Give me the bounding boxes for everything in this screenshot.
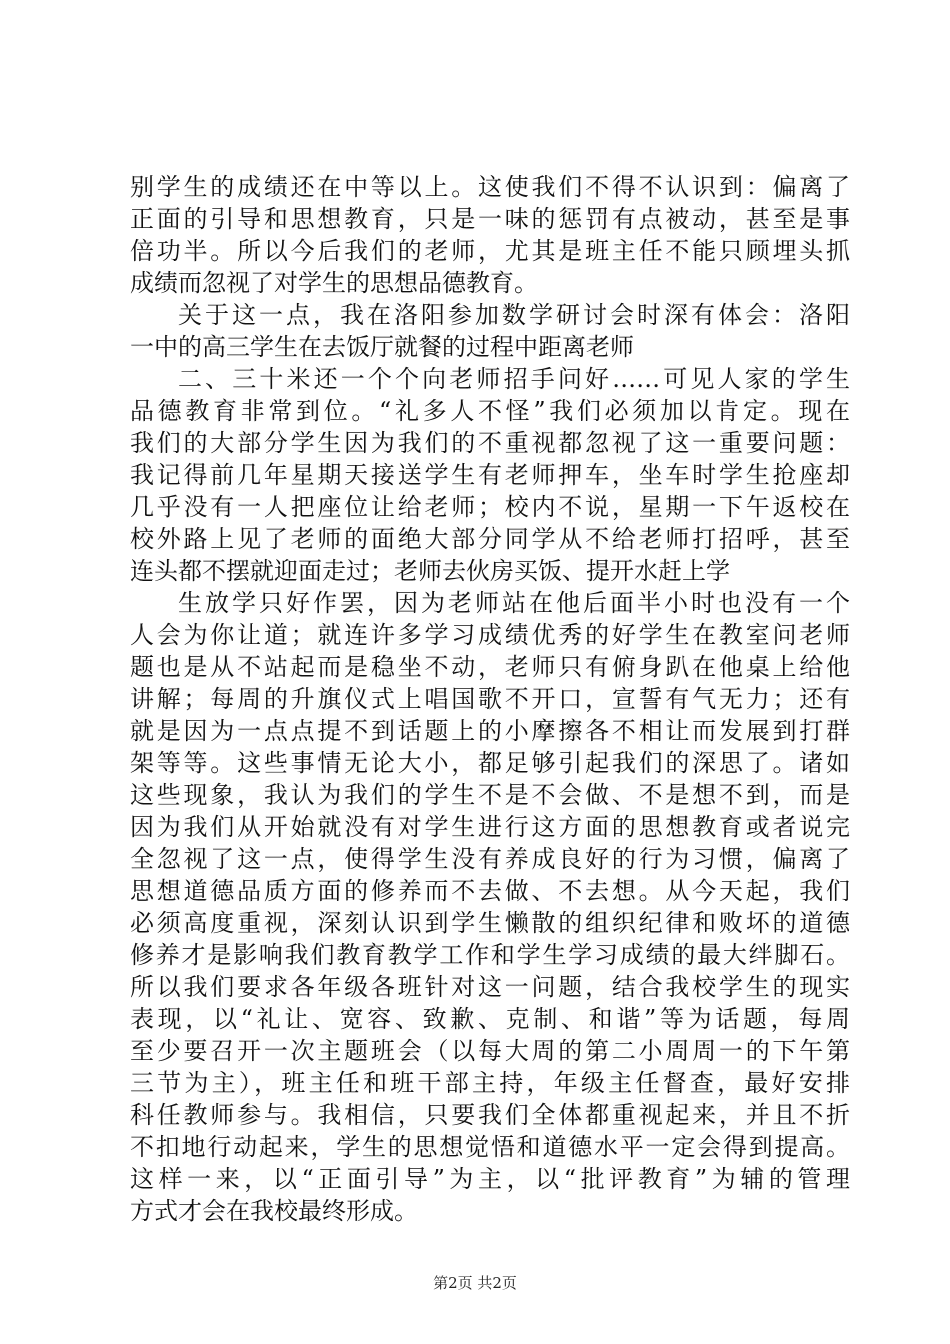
text-line: 正面的引导和思想教育，只是一味的惩罚有点被动，甚至是事 — [130, 205, 850, 233]
text-line: 科任教师参与。我相信，只要我们全体都重视起来，并且不折 — [130, 1101, 850, 1129]
text-line: 生放学只好作罢，因为老师站在他后面半小时也没有一个 — [178, 589, 850, 617]
page-footer — [0, 1273, 950, 1293]
text-line: 连头都不摆就迎面走过；老师去伙房买饭、提开水赶上学 — [130, 557, 730, 585]
text-line: 成绩而忽视了对学生的思想品德教育。 — [130, 269, 538, 297]
text-line: 校外路上见了老师的面绝大部分同学从不给老师打招呼，甚至 — [130, 525, 850, 553]
text-line: 二、三十米还一个个向老师招手问好……可见人家的学生 — [178, 365, 850, 393]
text-line: 关于这一点，我在洛阳参加数学研讨会时深有体会：洛阳 — [178, 301, 850, 329]
text-line: 必须高度重视，深刻认识到学生懒散的组织纪律和败坏的道德 — [130, 909, 850, 937]
text-line: 三节为主），班主任和班干部主持，年级主任督查，最好安排 — [130, 1069, 850, 1097]
text-line: 不扣地行动起来，学生的思想觉悟和道德水平一定会得到提高。 — [130, 1133, 850, 1161]
text-line: 几乎没有一人把座位让给老师；校内不说，星期一下午返校在 — [130, 493, 850, 521]
text-line: 我们的大部分学生因为我们的不重视都忽视了这一重要问题： — [130, 429, 850, 457]
text-line: 方式才会在我校最终形成。 — [130, 1197, 418, 1225]
document-body — [130, 171, 850, 1227]
text-line: 这些现象，我认为我们的学生不是不会做、不是想不到，而是 — [130, 781, 850, 809]
page-number-label: 第2页 共2页 — [433, 1274, 517, 1292]
text-line: 品德教育非常到位。“礼多人不怪”我们必须加以肯定。现在 — [130, 397, 850, 425]
text-line: 架等等。这些事情无论大小，都足够引起我们的深思了。诸如 — [130, 749, 850, 777]
text-line: 讲解；每周的升旗仪式上唱国歌不开口，宣誓有气无力；还有 — [130, 685, 850, 713]
text-line: 别学生的成绩还在中等以上。这使我们不得不认识到：偏离了 — [130, 173, 850, 201]
text-line: 我记得前几年星期天接送学生有老师押车，坐车时学生抢座却 — [130, 461, 850, 489]
text-line: 全忽视了这一点，使得学生没有养成良好的行为习惯，偏离了 — [130, 845, 850, 873]
text-line: 就是因为一点点提不到话题上的小摩擦各不相让而发展到打群 — [130, 717, 850, 745]
text-line: 一中的高三学生在去饭厅就餐的过程中距离老师 — [130, 333, 634, 361]
text-line: 修养才是影响我们教育教学工作和学生学习成绩的最大绊脚石。 — [130, 941, 850, 969]
text-line: 表现，以“礼让、宽容、致歉、克制、和谐”等为话题，每周 — [130, 1005, 850, 1033]
text-line: 人会为你让道；就连许多学习成绩优秀的好学生在教室问老师 — [130, 621, 850, 649]
text-line: 思想道德品质方面的修养而不去做、不去想。从今天起，我们 — [130, 877, 850, 905]
text-line: 至少要召开一次主题班会（以每大周的第二小周周一的下午第 — [130, 1037, 850, 1065]
text-line: 这样一来，以“正面引导”为主，以“批评教育”为辅的管理 — [130, 1165, 850, 1193]
text-line: 因为我们从开始就没有对学生进行这方面的思想教育或者说完 — [130, 813, 850, 841]
text-line: 题也是从不站起而是稳坐不动，老师只有俯身趴在他桌上给他 — [130, 653, 850, 681]
text-line: 倍功半。所以今后我们的老师，尤其是班主任不能只顾埋头抓 — [130, 237, 850, 265]
text-line: 所以我们要求各年级各班针对这一问题，结合我校学生的现实 — [130, 973, 850, 1001]
